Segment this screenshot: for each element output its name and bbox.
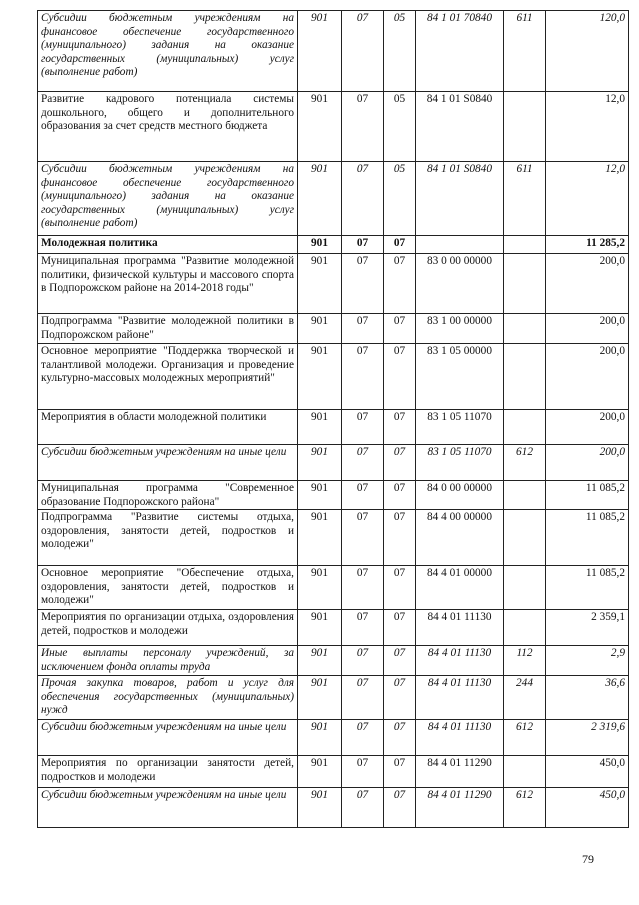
table-row	[38, 11, 629, 92]
row-grbs-code: 901	[298, 410, 342, 445]
row-amount: 450,0	[546, 788, 629, 828]
row-amount: 450,0	[546, 756, 629, 788]
row-section-code: 07	[342, 445, 384, 481]
row-name: Подпрограмма "Развитие молодежной политики в Подпорожском районе"	[38, 314, 298, 344]
row-section-code: 07	[342, 254, 384, 314]
row-section-code: 07	[342, 720, 384, 756]
row-amount: 11 085,2	[546, 481, 629, 510]
row-amount: 200,0	[546, 344, 629, 410]
row-grbs-code: 901	[298, 610, 342, 646]
row-section-code: 07	[342, 11, 384, 92]
row-target-article-code: 83 1 05 11070	[416, 410, 504, 445]
row-grbs-code: 901	[298, 344, 342, 410]
row-subsection-code: 05	[384, 162, 416, 236]
row-target-article-code: 84 4 01 11130	[416, 610, 504, 646]
row-subsection-code: 07	[384, 788, 416, 828]
row-target-article-code: 84 4 01 11130	[416, 646, 504, 676]
row-expense-type-code	[504, 344, 546, 410]
table-row	[38, 481, 629, 510]
row-grbs-code: 901	[298, 566, 342, 610]
row-subsection-code: 05	[384, 92, 416, 162]
row-amount: 11 285,2	[546, 236, 629, 254]
row-name: Субсидии бюджетным учреждениям на иные цели	[38, 720, 298, 756]
row-target-article-code: 84 4 01 11290	[416, 756, 504, 788]
row-amount: 200,0	[546, 445, 629, 481]
row-expense-type-code	[504, 92, 546, 162]
row-expense-type-code	[504, 756, 546, 788]
row-name: Развитие кадрового потенциала системы дошкольного, общего и дополнительного образования за счет средств местного бюджета	[38, 92, 298, 162]
row-amount: 2 359,1	[546, 610, 629, 646]
budget-table	[37, 10, 629, 828]
row-expense-type-code: 612	[504, 788, 546, 828]
row-grbs-code: 901	[298, 162, 342, 236]
row-grbs-code: 901	[298, 646, 342, 676]
row-expense-type-code: 112	[504, 646, 546, 676]
row-name: Муниципальная программа "Современное образование Подпорожского района"	[38, 481, 298, 510]
row-expense-type-code	[504, 481, 546, 510]
row-subsection-code: 07	[384, 236, 416, 254]
row-target-article-code: 84 1 01 S0840	[416, 162, 504, 236]
row-subsection-code: 07	[384, 481, 416, 510]
row-subsection-code: 07	[384, 646, 416, 676]
table-row	[38, 610, 629, 646]
row-subsection-code: 07	[384, 676, 416, 720]
table-row	[38, 410, 629, 445]
row-target-article-code: 84 1 01 S0840	[416, 92, 504, 162]
table-row	[38, 254, 629, 314]
row-grbs-code: 901	[298, 481, 342, 510]
row-expense-type-code	[504, 410, 546, 445]
row-section-code: 07	[342, 481, 384, 510]
table-row	[38, 92, 629, 162]
row-amount: 200,0	[546, 410, 629, 445]
row-amount: 36,6	[546, 676, 629, 720]
row-section-code: 07	[342, 610, 384, 646]
row-amount: 11 085,2	[546, 510, 629, 566]
row-name: Мероприятия по организации отдыха, оздоровления детей, подростков и молодежи	[38, 610, 298, 646]
row-target-article-code: 84 4 01 11130	[416, 676, 504, 720]
row-grbs-code: 901	[298, 11, 342, 92]
row-expense-type-code	[504, 254, 546, 314]
budget-table-body	[38, 11, 629, 828]
table-row	[38, 756, 629, 788]
row-section-code: 07	[342, 676, 384, 720]
row-subsection-code: 07	[384, 720, 416, 756]
row-amount: 12,0	[546, 92, 629, 162]
row-name: Мероприятия по организации занятости детей, подростков и молодежи	[38, 756, 298, 788]
row-section-code: 07	[342, 162, 384, 236]
row-grbs-code: 901	[298, 236, 342, 254]
row-target-article-code: 84 4 01 11290	[416, 788, 504, 828]
row-target-article-code: 84 4 00 00000	[416, 510, 504, 566]
table-row	[38, 445, 629, 481]
table-row	[38, 236, 629, 254]
row-expense-type-code: 244	[504, 676, 546, 720]
table-row	[38, 676, 629, 720]
table-row	[38, 566, 629, 610]
row-target-article-code: 83 1 05 00000	[416, 344, 504, 410]
row-subsection-code: 05	[384, 11, 416, 92]
row-subsection-code: 07	[384, 445, 416, 481]
row-amount: 200,0	[546, 254, 629, 314]
row-grbs-code: 901	[298, 254, 342, 314]
table-row	[38, 646, 629, 676]
row-name: Муниципальная программа "Развитие молодежной политики, физической культуры и массового спорта в Подпорожском районе на 2014-2018 годы"	[38, 254, 298, 314]
row-section-code: 07	[342, 314, 384, 344]
row-grbs-code: 901	[298, 445, 342, 481]
row-expense-type-code	[504, 236, 546, 254]
row-section-code: 07	[342, 510, 384, 566]
row-section-code: 07	[342, 92, 384, 162]
row-expense-type-code: 611	[504, 162, 546, 236]
row-amount: 11 085,2	[546, 566, 629, 610]
row-expense-type-code	[504, 314, 546, 344]
row-amount: 2 319,6	[546, 720, 629, 756]
row-name: Субсидии бюджетным учреждениям на иные цели	[38, 788, 298, 828]
row-expense-type-code: 612	[504, 445, 546, 481]
row-name: Мероприятия в области молодежной политики	[38, 410, 298, 445]
row-grbs-code: 901	[298, 720, 342, 756]
row-expense-type-code	[504, 510, 546, 566]
table-row	[38, 720, 629, 756]
row-name: Подпрограмма "Развитие системы отдыха, оздоровления, занятости детей, подростков и молодежи"	[38, 510, 298, 566]
row-name: Иные выплаты персоналу учреждений, за исключением фонда оплаты труда	[38, 646, 298, 676]
row-expense-type-code	[504, 566, 546, 610]
row-grbs-code: 901	[298, 676, 342, 720]
row-subsection-code: 07	[384, 610, 416, 646]
row-expense-type-code: 612	[504, 720, 546, 756]
table-row	[38, 314, 629, 344]
row-section-code: 07	[342, 410, 384, 445]
row-grbs-code: 901	[298, 314, 342, 344]
row-name: Основное мероприятие "Поддержка творческой и талантливой молодежи. Организация и проведение культурно-массовых молодежных мероприятий"	[38, 344, 298, 410]
row-subsection-code: 07	[384, 314, 416, 344]
row-section-code: 07	[342, 566, 384, 610]
row-name: Субсидии бюджетным учреждениям на иные цели	[38, 445, 298, 481]
row-amount: 120,0	[546, 11, 629, 92]
table-row	[38, 344, 629, 410]
row-section-code: 07	[342, 788, 384, 828]
row-section-code: 07	[342, 646, 384, 676]
row-grbs-code: 901	[298, 92, 342, 162]
table-row	[38, 788, 629, 828]
row-name: Субсидии бюджетным учреждениям на финансовое обеспечение государственного (муниципального) задания на оказание государственных (муниципальных) услуг (выполнение работ)	[38, 162, 298, 236]
row-subsection-code: 07	[384, 566, 416, 610]
table-row	[38, 162, 629, 236]
row-subsection-code: 07	[384, 756, 416, 788]
row-target-article-code: 83 0 00 00000	[416, 254, 504, 314]
row-section-code: 07	[342, 756, 384, 788]
row-expense-type-code: 611	[504, 11, 546, 92]
row-grbs-code: 901	[298, 510, 342, 566]
row-subsection-code: 07	[384, 344, 416, 410]
row-target-article-code: 83 1 05 11070	[416, 445, 504, 481]
row-amount: 12,0	[546, 162, 629, 236]
row-amount: 200,0	[546, 314, 629, 344]
row-target-article-code: 84 4 01 11130	[416, 720, 504, 756]
row-name: Основное мероприятие "Обеспечение отдыха, оздоровления, занятости детей, подростков и молодежи"	[38, 566, 298, 610]
row-grbs-code: 901	[298, 756, 342, 788]
row-amount: 2,9	[546, 646, 629, 676]
row-name: Молодежная политика	[38, 236, 298, 254]
row-subsection-code: 07	[384, 254, 416, 314]
row-target-article-code: 83 1 00 00000	[416, 314, 504, 344]
row-subsection-code: 07	[384, 410, 416, 445]
row-name: Субсидии бюджетным учреждениям на финансовое обеспечение государственного (муниципального) задания на оказание государственных (муниципальных) услуг (выполнение работ)	[38, 11, 298, 92]
row-grbs-code: 901	[298, 788, 342, 828]
row-target-article-code	[416, 236, 504, 254]
page-number: 79	[582, 852, 594, 866]
row-section-code: 07	[342, 236, 384, 254]
row-section-code: 07	[342, 344, 384, 410]
row-subsection-code: 07	[384, 510, 416, 566]
row-target-article-code: 84 4 01 00000	[416, 566, 504, 610]
row-name: Прочая закупка товаров, работ и услуг для обеспечения государственных (муниципальных) нужд	[38, 676, 298, 720]
row-target-article-code: 84 0 00 00000	[416, 481, 504, 510]
table-row	[38, 510, 629, 566]
row-expense-type-code	[504, 610, 546, 646]
row-target-article-code: 84 1 01 70840	[416, 11, 504, 92]
